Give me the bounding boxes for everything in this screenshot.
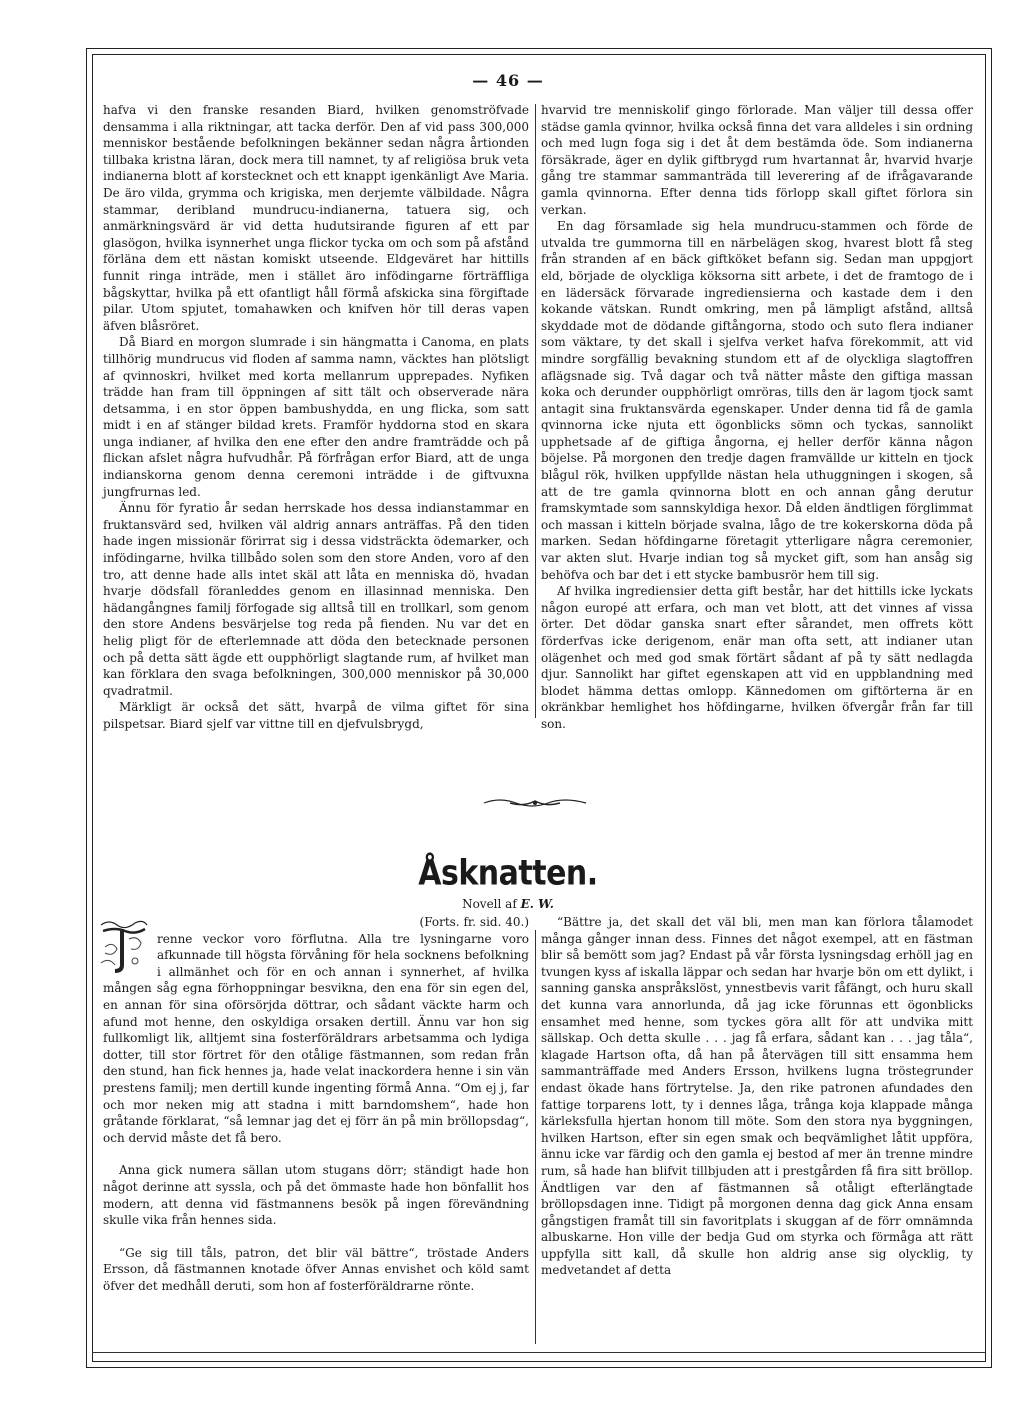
paragraph: hafva vi den franske resanden Biard, hvilken genomströfvade densamma i alla riktningar, att tacka derför. Den af vid pass 300,000 menniskor bestående befolkningen bekänner sedan några årtionden tillbaka kristna läran, dock mera till namnet, ty af religiösa bruk veta indianerna blott af korstecknet och ett knappt igenkänligt Ave Maria. De äro vilda, grymma och krigiska, men derjemte välbildade. Några stammar, deribland mundrucu-indianerna, tatuera sig, och anmärkningsvärd är vid detta hudutsirande figuren af ett par glasögon, hvilka isynnerhet unga flickor tycka om och som på afstånd förläna dem ett nästan komiskt utseende. Eldgeväret har hittills funnit ringa inträde, men i stället äro infödingarne förträffliga bågskyttar, hvilka på ett ofantligt håll förmå afskicka sina förgiftade pilar. Utom spjutet, tomahawken och knifven hör till deras vapen äfven blåsröret. (103, 103, 529, 333)
paragraph: “Bättre ja, det skall det väl bli, men man kan förlora tålamodet många gånger innan dess. Finnes det något exempel, att en fästman blir så bemött som jag? Endast på vår första lysningsdag erhöll jag en tvungen kyss af iskalla läppar och sedan har hvarje bön om ett dylikt, i sanning ganska anspråkslöst, ynnestbevis varit fåfängt, och huru skall det kunna vara annorlunda, då jag icke förunnas ett ögonblicks ensamhet med henne, som tyckes göra allt för att undvika mitt sällskap. Och detta skulle . . . jag få erfara, sådant kan . . . jag tåla“, klagade Hartson ofta, då han på återvägen till sitt ensamma hem sammanträffade med Anders Ersson, hvilkens lugna tröstegrunder endast ökade hans förtrytelse. Ja, den rike patronen afundades den fattige torparens lott, ty i dennes låga, trånga koja klappade många kärleksfulla hjertan honom till möte. Som den stora nya byggningen, hvilken Hartson, efter sin egen smak och beqvämlighet låtit uppföra, ännu icke var färdig och den gamla ej bestod af mer än trenne mindre rum, så hade han blifvit tillbjuden att i prestgården få fira sitt bröllop. Ändtligen var den af fästmannen så otåligt efterlängtade bröllopsdagen inne. Tidigt på morgonen denna dag gick Anna ensam gångstigen framåt till sin favoritplats i skuggan af de förr omnämnda albuskarne. Hon ville der bedja Gud om styrka och förmåga att rätt uppfylla sitt kall, då skulle hon aldrig anse sig olycklig, ty medvetandet af detta (541, 915, 973, 1278)
paragraph: Ännu för fyratio år sedan herrskade hos dessa indianstammar en fruktansvärd sed, hvilken väl aldrig annars anträffas. På den tiden hade ingen missionär förirrat sig i dessa vidsträckta ödemarker, och infödingarne, hvilka tillbådo solen som den store Anden, voro af den tro, att denne hade alls intet skäl att låta en menniska dö, hvadan hvarje dödsfall föranleddes genom en illasinnad menniska. Den hädangångnes familj förfogade sig alltså till en trollkarl, som genom den store Andens besvärjelse tog reda på fienden. Nu var det en helig pligt för de efterlemnade att döda den betecknade personen och på detta sätt ägde ett oupphörligt slagtande rum, af hvilket man kan förklara den svaga befolkningen, 300,000 menniskor på 30,000 qvadratmil. (103, 501, 529, 698)
ornament-divider-icon (480, 793, 590, 813)
bottom-rule (92, 1352, 986, 1353)
paragraph: En dag församlade sig hela mundrucu-stammen och förde de utvalda tre gummorna till en närbelägen skog, hvarest blott få steg från stranden af en bäck giftköket befann sig. Sedan man uppgjort eld, började de olyckliga köksorna sitt arbete, i det de framtogo de i en lädersäck förvarade ingrediensierna och kastade dem i den kokande vätskan. Rundt omkring, men på lämpligt afstånd, alltså skyddade mot de dödande giftångorna, stodo och suto flera indianer som väktare, ty det skall i sjelfva verket hafva förekommit, att vid mindre sorgfällig bevakning stundom ett af de olyckliga slagtoffren aflägsnade sig. Två dagar och två nätter måste den giftiga massan koka och derunder oupphörligt omröras, tills den är lagom tjock samt antagit sina fruktansvärda egenskaper. Under denna tid få de gamla qvinnorna icke njuta ett ögonblicks sömn och tyckas, sannolikt upphetsade af de giftiga ångorna, ej heller derför känna någon böjelse. På morgonen den tredje dagen framvällde ur kitteln en tjock blågul rök, hvilken uppfyllde nästan hela uthuggningen i skogen, så att de tre gamla qvinnorna blott en och annan gång derutur framskymtade som sannskyldiga hexor. Då elden ändtligen förglimmat och massan i kitteln började svalna, lågo de tre kokerskorna döda på marken. Sedan höfdingarne företagit ytterligare några ceremonier, var akten slut. Hvarje indian tog så mycket gift, som han ansåg sig behöfva och bar det i ett stycke bambusrör hem till sig. (541, 219, 973, 582)
page-number: — 46 — (472, 71, 544, 90)
story-byline (0, 897, 1016, 911)
paragraph: Då Biard en morgon slumrade i sin hängmatta i Canoma, en plats tillhörig mundrucus vid floden af samma namn, väcktes han plötsligt af qvinnoskri, hvilket med korta mellanrum upprepades. Nyfiken trädde han fram till öppningen af sitt tält och observerade nära detsamma, i en stor öppen bambushydda, en ung flicka, som satt midt i en af stänger bildad krets. Framför hyddorna stod en skara unga indianer, af hvilka den ene efter den andre framträdde och på flickan afslet några hufvudhår. På förfrågan erfor Biard, att de unga indianskorna genom denna ceremoni inträdde i de giftvuxna jungfrurnas led. (103, 335, 529, 499)
byline-prefix: Novell af (462, 897, 517, 911)
story-column-left (103, 914, 529, 1294)
paragraph: Anna gick numera sällan utom stugans dörr; ständigt hade hon något derinne att syssla, och på det ömmaste hade hon bönfallit hos modern, att denna vid fästmannens besök på ingen förevändning skulle vika från hennes sida. (103, 1163, 529, 1228)
article-column-right (541, 102, 973, 733)
column-divider (535, 104, 536, 718)
article-column-left (103, 102, 529, 733)
byline-author: E. W. (520, 897, 554, 911)
paragraph-first (103, 931, 529, 1147)
continued-note: (Forts. fr. sid. 40.) (419, 915, 529, 929)
column-divider (535, 930, 536, 1344)
story-title: Åsknatten. (418, 853, 598, 894)
paragraph: “Ge sig till tåls, patron, det blir väl bättre“, tröstade Anders Ersson, då fästmannen knotade öfver Annas envishet och köld samt öfver det medhåll deruti, som hon af fosterföräldrarne rönte. (103, 1245, 529, 1293)
dropcap-t-icon (95, 917, 151, 975)
story-column-right (541, 914, 973, 1279)
paragraph: Af hvilka ingrediensier detta gift består, har det hittills icke lyckats någon europé att erfara, och man vet blott, att det vinnes af vissa örter. Det dödar ganska snart efter sårandet, men offrets kött förderfvas icke derigenom, enär man ofta sett, att indianer utan olägenhet och med god smak förtärt sådant af på ty sätt nedlagda djur. Sannolikt har giftet egenskapen att vid en uppblandning med blodet hämma dettas omlopp. Kännedomen om giftörterna är en okränkbar hemlighet hos höfdingarne, hvilken öfvergår från far till son. (541, 584, 973, 731)
paragraph: hvarvid tre menniskolif gingo förlorade. Man väljer till dessa offer städse gamla qvinnor, hvilka också finna det vara alldeles i sin ordning och med lugn foga sig i det åt dem bestämda öde. Som indianerna försäkrade, äger en dylik giftbrygd rum hvartannat år, hvarvid hvarje gång tre stammar sammanträda till leverering af de ifrågavarande gamla qvinnorna. Efter denna tids förlopp skall giftet förlora sin verkan. (541, 103, 973, 217)
paragraph-text: renne veckor voro förflutna. Alla tre lysningarne voro afkunnade till högsta förvåning för hela socknens befolkning i allmänhet och för en och annan i synnerhet, af hvilka mången såg egna förhoppningar besvikna, den ena för sin egen del, en annan för sina oförsörjda döttrar, och sådant väckte harm och afund mot henne, den oskyldiga orsaken dertill. Ännu var hon sig fullkomligt lik, alltjemt sina fosterföräldrars arbetsamma och lydiga dotter, till stor förtret för den otålige fästmannen, som redan från den stund, han fick hennes ja, hade velat inackordera henne i sin vän prestens familj; men dertill kunde ingenting förmå Anna. “Om ej j, far och mor neken mig att stadna i mitt barndomshem“, hade hon gråtande förklarat, “så lemnar jag det ej förr än på min bröllopsdag“, och dervid måste det få bero. (103, 931, 529, 1145)
paragraph: Märkligt är också det sätt, hvarpå de vilma giftet för sina pilspetsar. Biard sjelf var vittne till en djefvulsbrygd, (103, 700, 529, 731)
